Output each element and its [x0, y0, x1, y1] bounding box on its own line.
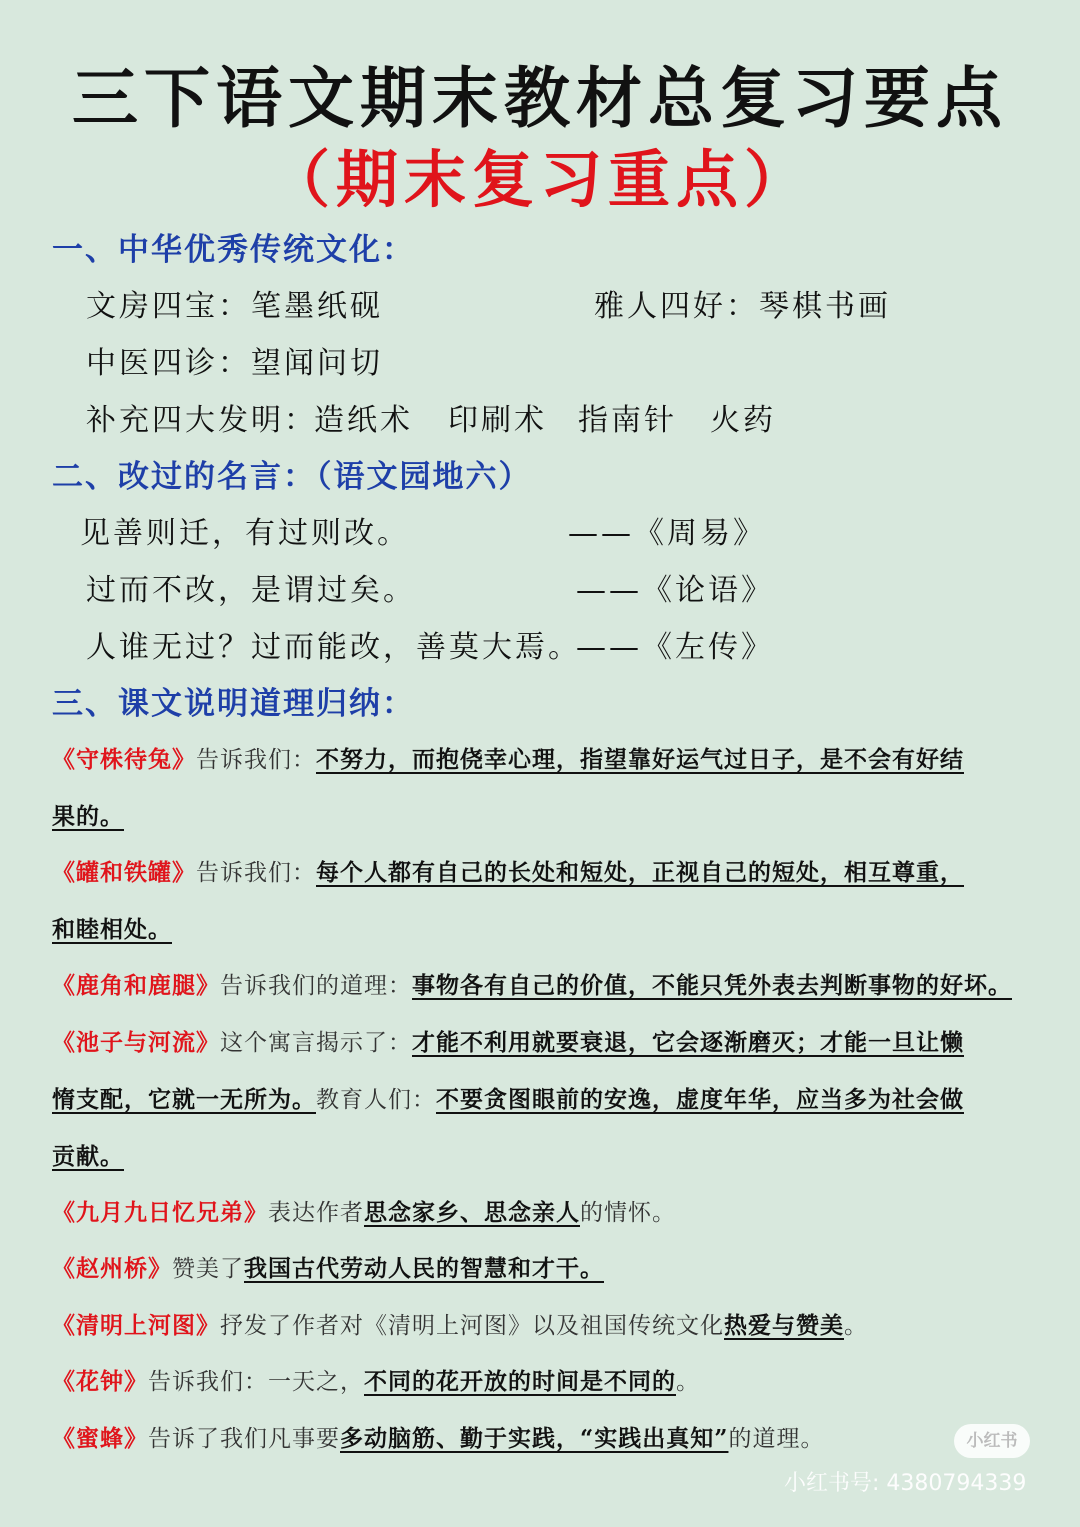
watermark-id: 小红书号: 4380794339 — [784, 1471, 1027, 1496]
lesson-intro: 抒发了作者对《清明上河图》以及祖国传统文化 — [220, 1313, 724, 1339]
lesson-line — [52, 968, 1012, 1004]
lesson-title: 《鹿角和鹿腿》 — [52, 972, 220, 999]
lesson-intro: 告诉了我们凡事要 — [148, 1426, 340, 1452]
xiaohongshu-logo: 小红书 — [954, 1424, 1030, 1458]
zhongyi-text: 中医四诊：望闻问切 — [86, 346, 383, 381]
lesson-title: 《清明上河图》 — [52, 1312, 220, 1339]
lesson-lesson: 每个人都有自己的长处和短处，正视自己的短处，相互尊重， — [316, 859, 964, 886]
lesson-title: 《守株待兔》 — [52, 746, 196, 773]
lesson-lesson: 不要贪图眼前的安逸，虚度年华，应当多为社会做 — [436, 1086, 964, 1113]
quote-text: 过而不改，是谓过矣。 — [86, 573, 416, 608]
page-subtitle: （期末复习重点） — [267, 143, 812, 216]
wenfang-text: 文房四宝：笔墨纸砚 — [86, 289, 383, 324]
lesson-lesson: 不同的花开放的时间是不同的 — [364, 1368, 676, 1395]
lesson-intro: 表达作者 — [268, 1200, 364, 1226]
lesson-title: 《蜜蜂》 — [52, 1425, 148, 1452]
lesson-line — [52, 1139, 124, 1175]
lesson-end: 的道理。 — [728, 1426, 825, 1452]
lesson-lesson: 热爱与赞美 — [724, 1312, 844, 1339]
lesson-title: 《池子与河流》 — [52, 1029, 220, 1056]
faming-item: 火药 — [710, 403, 776, 438]
lesson-lesson: 思念家乡、思念亲人 — [364, 1199, 580, 1226]
lesson-line — [52, 1364, 700, 1400]
lesson-lesson: 惰支配，它就一无所为。 — [52, 1086, 316, 1113]
quote-text: 人谁无过？过而能改，善莫大焉。 — [86, 630, 581, 665]
faming-item: 造纸术 — [314, 403, 413, 438]
lesson-intro: 告诉我们：一天之， — [148, 1369, 364, 1395]
lesson-line — [52, 1251, 604, 1287]
lesson-lesson: 和睦相处。 — [52, 916, 172, 943]
quote-source: ——《周易》 — [568, 516, 766, 551]
yaren-text: 雅人四好：琴棋书画 — [594, 289, 891, 324]
lesson-title: 《罐和铁罐》 — [52, 859, 196, 886]
lesson-intro: 教育人们： — [316, 1087, 436, 1113]
lesson-line — [52, 912, 172, 948]
lesson-line — [52, 742, 964, 778]
faming-label: 补充四大发明： — [86, 403, 317, 438]
lesson-end: 。 — [676, 1369, 700, 1395]
lesson-lesson: 我国古代劳动人民的智慧和才干。 — [244, 1255, 604, 1282]
lesson-line — [52, 1025, 964, 1061]
lesson-intro: 告诉我们： — [196, 860, 316, 886]
lesson-line — [52, 855, 964, 891]
faming-item: 印刷术 — [448, 403, 547, 438]
lesson-title: 《花钟》 — [52, 1368, 148, 1395]
lesson-line — [52, 1308, 868, 1344]
lesson-line — [52, 1082, 964, 1118]
lesson-lesson: 多动脑筋、勤于实践，“实践出真知” — [340, 1425, 729, 1452]
section1-heading: 一、中华优秀传统文化： — [52, 232, 415, 268]
lesson-lesson: 贡献。 — [52, 1143, 124, 1170]
quote-text: 见善则迁，有过则改。 — [80, 516, 410, 551]
lesson-title: 《赵州桥》 — [52, 1255, 172, 1282]
lesson-end: 。 — [844, 1313, 868, 1339]
lesson-lesson: 才能不利用就要衰退，它会逐渐磨灭；才能一旦让懒 — [412, 1029, 964, 1056]
quote-source: ——《左传》 — [576, 630, 774, 665]
quote-source: ——《论语》 — [576, 573, 774, 608]
page-title: 三下语文期末教材总复习要点 — [72, 59, 1008, 137]
lesson-lesson: 事物各有自己的价值，不能只凭外表去判断事物的好坏。 — [412, 972, 1012, 999]
lesson-lesson: 果的。 — [52, 803, 124, 830]
lesson-end: 的情怀。 — [580, 1200, 676, 1226]
lesson-line — [52, 1195, 676, 1231]
lesson-line — [52, 799, 124, 835]
lesson-intro: 赞美了 — [172, 1256, 244, 1282]
lesson-lesson: 不努力，而抱侥幸心理，指望靠好运气过日子，是不会有好结 — [316, 746, 964, 773]
lesson-title: 《九月九日忆兄弟》 — [52, 1199, 268, 1226]
lesson-intro: 告诉我们： — [196, 747, 316, 773]
section2-heading: 二、改过的名言：（语文园地六） — [52, 459, 532, 495]
lesson-line — [52, 1421, 824, 1457]
faming-item: 指南针 — [578, 403, 677, 438]
lesson-intro: 这个寓言揭示了： — [220, 1030, 412, 1056]
lesson-intro: 告诉我们的道理： — [220, 973, 412, 999]
section3-heading: 三、课文说明道理归纳： — [52, 686, 415, 722]
